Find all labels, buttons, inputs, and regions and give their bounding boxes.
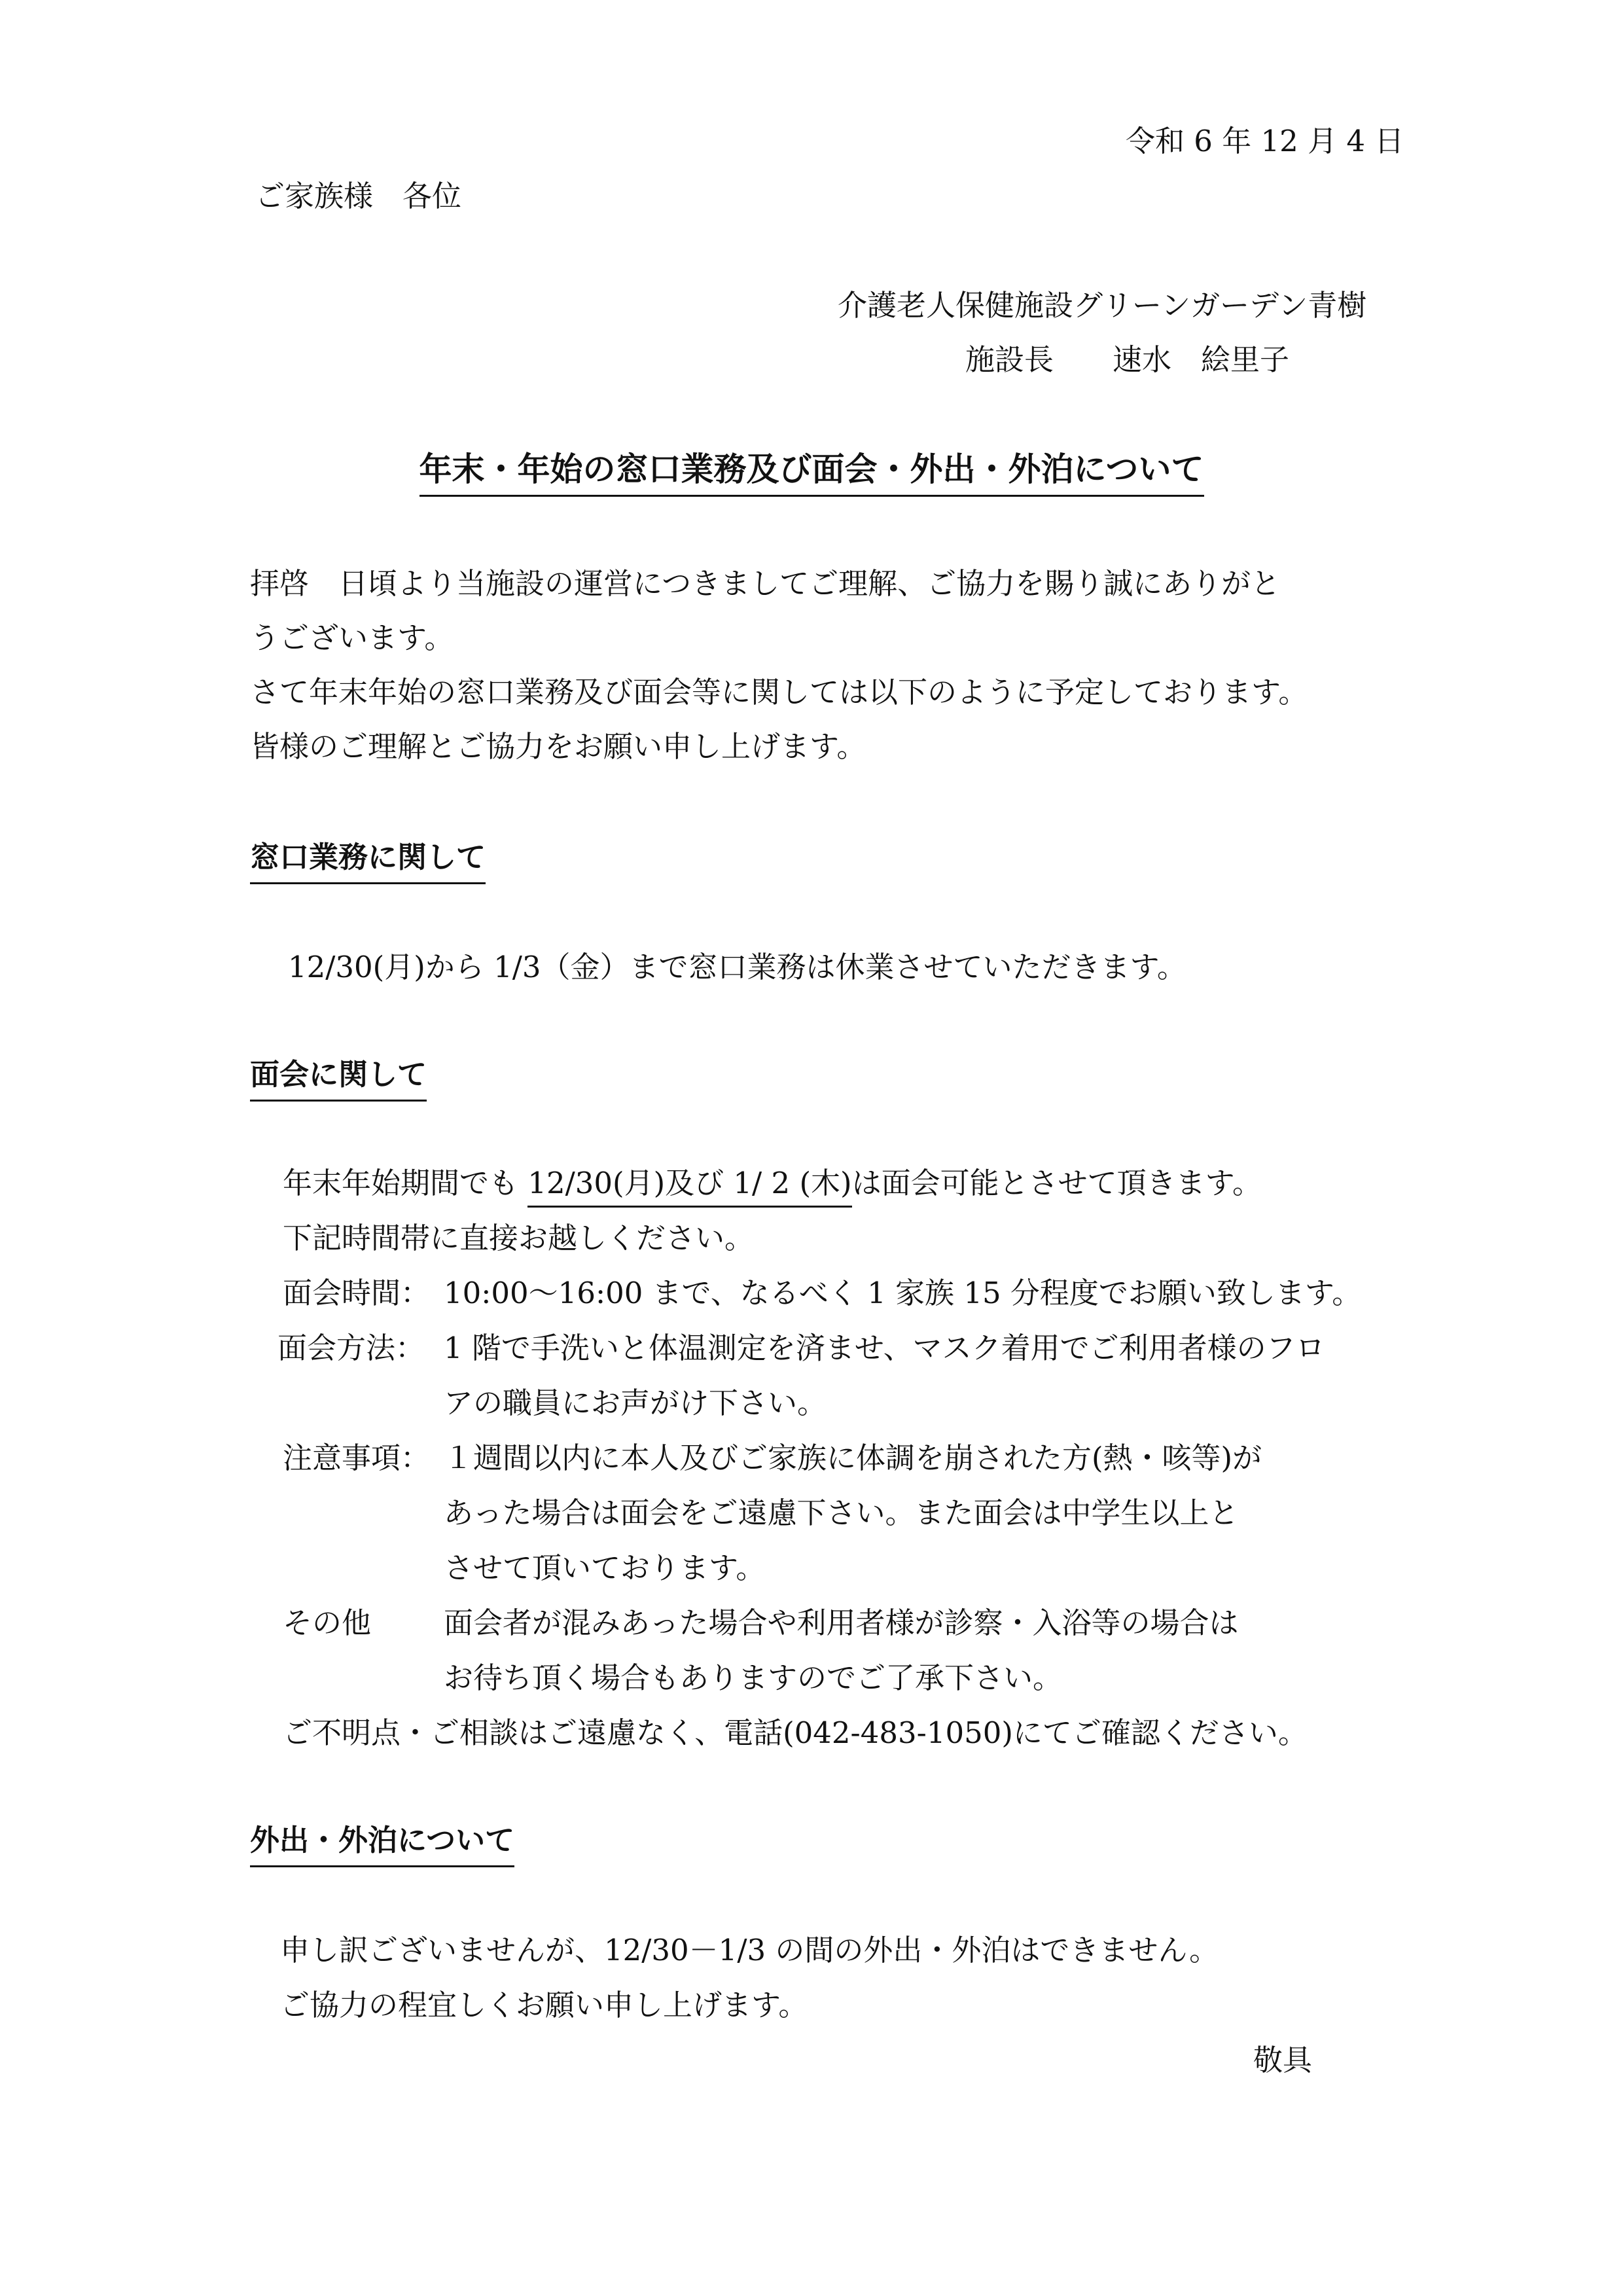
intro-line-3: さて年末年始の窓口業務及び面会等に関しては以下のように予定しております。 <box>250 675 1308 709</box>
sender-organization: 介護老人保健施設グリーンガーデン青樹 <box>838 288 1367 323</box>
visit-line-1-suffix: は面会可能とさせて頂きます。 <box>851 1166 1262 1200</box>
recipient: ご家族様 各位 <box>255 179 462 213</box>
letter-date: 令和 6 年 12 月 4 日 <box>1126 124 1404 158</box>
intro-line-2: うございます。 <box>250 620 454 655</box>
visit-line-2: 下記時間帯に直接お越しください。 <box>283 1221 755 1255</box>
visit-caution-text-2: あった場合は面会をご遠慮下さい。また面会は中学生以上と <box>444 1496 1239 1530</box>
closing-keigu: 敬具 <box>1253 2043 1313 2077</box>
visit-contact: ご不明点・ご相談はご遠慮なく、電話(042-483-1050)にてご確認ください。 <box>283 1715 1308 1750</box>
visit-other-text-1: 面会者が混みあった場合や利用者様が診察・入浴等の場合は <box>444 1605 1239 1640</box>
intro-line-4: 皆様のご理解とご協力をお願い申し上げます。 <box>250 729 866 764</box>
section-heading-outing: 外出・外泊について <box>250 1821 514 1860</box>
visit-dates-underlined: 12/30(月)及び 1/ 2 (木) <box>527 1166 851 1208</box>
visit-caution-text-1: １週間以内に本人及びご家族に体調を崩された方(熱・咳等)が <box>444 1441 1262 1475</box>
visit-hours-text: 10:00〜16:00 まで、なるべく 1 家族 15 分程度でお願い致します。 <box>444 1276 1362 1310</box>
visit-method-text-2: アの職員にお声がけ下さい。 <box>444 1386 827 1420</box>
counter-closure-text: 12/30(月)から 1/3（金）まで窓口業務は休業させていただきます。 <box>288 950 1186 984</box>
page-title-text: 年末・年始の窓口業務及び面会・外出・外泊について <box>419 450 1204 497</box>
sender-director: 施設長 速水 絵里子 <box>965 342 1290 377</box>
visit-caution-text-3: させて頂いております。 <box>444 1551 766 1585</box>
intro-line-1: 拝啓 日頃より当施設の運営につきましてご理解、ご協力を賜り誠にありがと <box>250 566 1281 601</box>
visit-line-1-prefix: 年末年始期間でも <box>283 1166 519 1200</box>
visit-other-label: その他 <box>283 1605 372 1640</box>
visit-method-text-1: 1 階で手洗いと体温測定を済ませ、マスク着用でご利用者様のフロ <box>444 1331 1325 1365</box>
outing-line-2: ご協力の程宜しくお願い申し上げます。 <box>280 1988 808 2022</box>
outing-line-1: 申し訳ございませんが、12/30－1/3 の間の外出・外泊はできません。 <box>280 1933 1219 1967</box>
visit-hours-label: 面会時間： <box>283 1276 431 1310</box>
visit-line-1 <box>283 1164 1262 1203</box>
visit-method-label: 面会方法： <box>277 1331 425 1365</box>
page-title <box>0 446 1623 492</box>
visit-other-text-2: お待ち頂く場合もありますのでご了承下さい。 <box>444 1660 1063 1695</box>
visit-caution-label: 注意事項： <box>283 1441 431 1475</box>
section-heading-visit: 面会に関して <box>250 1055 427 1094</box>
section-heading-counter: 窓口業務に関して <box>250 838 486 877</box>
